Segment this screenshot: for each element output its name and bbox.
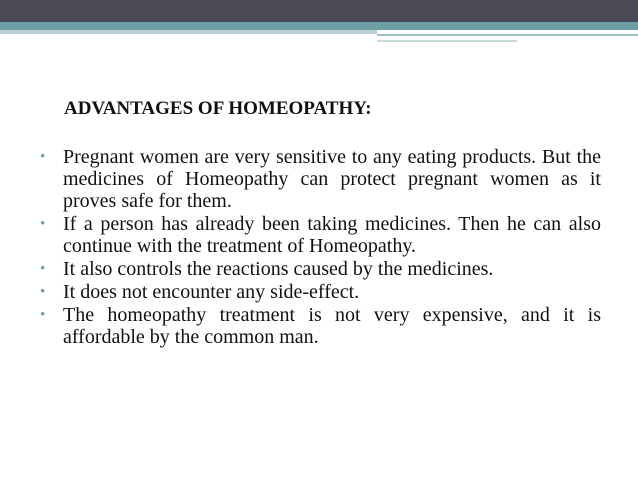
- header-right-line: [377, 34, 638, 36]
- list-item: [40, 146, 601, 212]
- list-item: [40, 281, 601, 303]
- bullet-icon: •: [40, 284, 46, 300]
- list-item-text: It also controls the reactions caused by the medicines.: [63, 258, 494, 280]
- list-item: [40, 213, 601, 257]
- list-item: [40, 304, 601, 348]
- header-right-line-short: [377, 40, 517, 42]
- bullet-icon: •: [40, 261, 46, 277]
- list-item: [40, 258, 601, 280]
- list-item-text: The homeopathy treatment is not very expensive, and it is affordable by the common man.: [63, 304, 601, 348]
- list-item-text: Pregnant women are very sensitive to any eating products. But the medicines of Homeopathy can protect pregnant women as it proves safe for them.: [63, 146, 601, 212]
- advantages-list: [40, 146, 601, 349]
- bullet-icon: •: [40, 307, 46, 323]
- list-item-text: It does not encounter any side-effect.: [63, 281, 360, 303]
- bullet-icon: •: [40, 216, 46, 232]
- header-teal-stripe: [0, 22, 638, 30]
- slide-header-band: [0, 0, 638, 44]
- list-item-text: If a person has already been taking medicines. Then he can also continue with the treatment of Homeopathy.: [63, 213, 601, 257]
- header-light-stripe: [0, 30, 380, 34]
- header-dark-stripe: [0, 0, 638, 22]
- bullet-icon: •: [40, 149, 46, 165]
- slide-title: ADVANTAGES OF HOMEOPATHY:: [64, 98, 372, 119]
